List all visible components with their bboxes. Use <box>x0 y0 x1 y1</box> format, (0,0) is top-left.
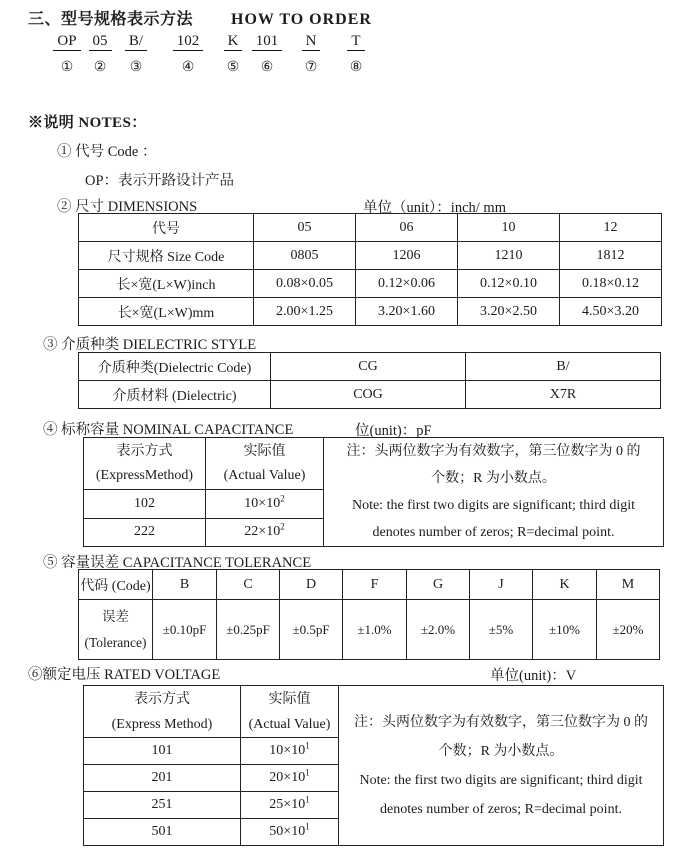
order-code-index: ⑧ <box>349 60 363 75</box>
note-line: Note: the first two digits are significant; third digit <box>359 773 643 788</box>
table-cell: 0.12×0.10 <box>458 270 560 298</box>
value-exponent: 2 <box>280 521 285 532</box>
column-header: F <box>343 570 407 600</box>
value-exponent: 1 <box>305 740 310 751</box>
table-cell: 222 <box>84 518 206 546</box>
order-code-index: ⑤ <box>226 60 240 75</box>
table-cell: 0.12×0.06 <box>356 270 458 298</box>
order-code-index: ④ <box>181 60 195 75</box>
table-cell: 102 <box>84 490 206 518</box>
column-header: D <box>280 570 343 600</box>
table-cell: ±10% <box>533 600 597 660</box>
table-cell: B/ <box>466 353 661 381</box>
table-cell: 12 <box>560 214 662 242</box>
page-title-en: HOW TO ORDER <box>231 11 372 28</box>
table-row <box>79 214 662 242</box>
table-cell <box>241 819 339 846</box>
order-code-text: OP <box>53 33 80 51</box>
header-zh: 实际值 <box>243 443 286 459</box>
header-en: (Express Method) <box>111 716 213 732</box>
table-row <box>79 381 661 409</box>
table-row <box>79 270 662 298</box>
row-label: 长×宽(L×W)inch <box>79 270 254 298</box>
table-cell: ±0.25pF <box>217 600 280 660</box>
row-label <box>79 600 153 660</box>
row-label-en: (Tolerance) <box>84 634 147 650</box>
table-cell: ±0.5pF <box>280 600 343 660</box>
table-cell: CG <box>271 353 466 381</box>
table-cell: ±1.0% <box>343 600 407 660</box>
value-exponent: 1 <box>305 821 310 832</box>
section4-unit: 位(unit)：pF <box>355 423 432 439</box>
row-label-zh: 误差 <box>102 608 129 624</box>
capacitance-table <box>83 437 664 547</box>
order-code-value <box>328 33 384 50</box>
column-header: M <box>597 570 660 600</box>
table-cell <box>206 490 324 518</box>
table-cell: 201 <box>84 765 241 792</box>
table-row <box>79 353 661 381</box>
header-en: (Actual Value) <box>223 467 306 483</box>
column-header: J <box>470 570 533 600</box>
table-cell: 3.20×1.60 <box>356 298 458 326</box>
table-row <box>79 298 662 326</box>
column-header: C <box>217 570 280 600</box>
column-header: G <box>407 570 470 600</box>
order-code-text: T <box>347 33 364 51</box>
table-cell: 1210 <box>458 242 560 270</box>
section2-label: ② 尺寸 DIMENSIONS <box>57 199 198 215</box>
section3-label: ③ 介质种类 DIELECTRIC STYLE <box>43 337 257 353</box>
row-label: 代号 <box>79 214 254 242</box>
row-label: 介质材料 (Dielectric) <box>79 381 271 409</box>
section1-label: ① 代号 Code ： <box>57 144 157 160</box>
note-line: 注：头两位数字为有效数字，第三位数字为 0 的 <box>346 444 641 459</box>
page-title-zh: 三、型号规格表示方法 <box>28 11 194 28</box>
dimensions-table <box>78 213 662 326</box>
table-row <box>84 438 664 490</box>
order-code-index: ① <box>60 60 74 75</box>
order-code-text: N <box>302 33 321 51</box>
value-base: 25×10 <box>269 797 306 812</box>
table-cell: COG <box>271 381 466 409</box>
note-line: 个数；R 为小数点。 <box>438 744 564 759</box>
value-base: 50×10 <box>269 824 306 839</box>
table-cell: ±2.0% <box>407 600 470 660</box>
order-code-text: 101 <box>252 33 283 51</box>
table-cell: 3.20×2.50 <box>458 298 560 326</box>
table-cell: ±0.10pF <box>153 600 217 660</box>
table-cell <box>241 792 339 819</box>
order-code-text: 05 <box>89 33 112 51</box>
note-cell <box>324 438 664 547</box>
table-cell: 06 <box>356 214 458 242</box>
rated-voltage-table <box>83 685 664 846</box>
column-header: B <box>153 570 217 600</box>
order-code-value <box>108 33 164 50</box>
order-code-text: K <box>224 33 243 51</box>
table-cell: 1812 <box>560 242 662 270</box>
order-code-index: ⑥ <box>260 60 274 75</box>
notes-heading: ※说明 NOTES： <box>28 115 147 131</box>
column-header <box>206 438 324 490</box>
row-label: 尺寸规格 Size Code <box>79 242 254 270</box>
order-code-text: B/ <box>125 33 147 51</box>
table-row <box>79 570 660 600</box>
table-cell: 05 <box>254 214 356 242</box>
table-cell: ±5% <box>470 600 533 660</box>
dielectric-table <box>78 352 661 409</box>
note-cell <box>339 686 664 846</box>
section6-unit: 单位(unit)：V <box>490 668 577 684</box>
header-zh: 实际值 <box>268 691 311 707</box>
table-row <box>79 242 662 270</box>
note-line: denotes number of zeros; R=decimal point. <box>380 802 622 817</box>
order-code-index: ③ <box>129 60 143 75</box>
order-code-text: 102 <box>173 33 204 51</box>
table-cell: 2.00×1.25 <box>254 298 356 326</box>
note-line: denotes number of zeros; R=decimal point. <box>372 525 615 540</box>
table-cell: 0.08×0.05 <box>254 270 356 298</box>
value-base: 10×10 <box>244 496 281 512</box>
table-row <box>84 686 664 738</box>
order-code-index: ⑦ <box>304 60 318 75</box>
value-exponent: 1 <box>305 767 310 778</box>
table-cell: 1206 <box>356 242 458 270</box>
table-cell <box>241 738 339 765</box>
row-label: 介质种类(Dielectric Code) <box>79 353 271 381</box>
header-zh: 表示方式 <box>134 691 190 707</box>
order-code-index: ② <box>93 60 107 75</box>
row-label: 长×宽(L×W)mm <box>79 298 254 326</box>
section1-detail: OP：表示开路设计产品 <box>85 173 235 189</box>
table-row <box>79 600 660 660</box>
order-code-part-3 <box>108 33 164 76</box>
table-cell: 501 <box>84 819 241 846</box>
value-base: 22×10 <box>244 524 281 540</box>
value-exponent: 1 <box>305 794 310 805</box>
value-base: 10×10 <box>269 743 306 758</box>
row-label: 代码 (Code) <box>79 570 153 600</box>
section6-label: ⑥额定电压 RATED VOLTAGE <box>28 667 221 683</box>
value-exponent: 2 <box>280 493 285 504</box>
table-cell <box>241 765 339 792</box>
note-line: Note: the first two digits are significant; third digit <box>351 498 636 513</box>
page-title <box>28 6 372 29</box>
note-line: 个数；R 为小数点。 <box>431 471 556 486</box>
table-cell: 0805 <box>254 242 356 270</box>
table-cell: X7R <box>466 381 661 409</box>
value-base: 20×10 <box>269 770 306 785</box>
table-cell <box>206 518 324 546</box>
column-header <box>241 686 339 738</box>
header-en: (ExpressMethod) <box>95 467 194 483</box>
table-cell: ±20% <box>597 600 660 660</box>
column-header <box>84 438 206 490</box>
section4-label: ④ 标称容量 NOMINAL CAPACITANCE <box>43 422 294 438</box>
section2-unit: 单位（unit）：inch/ mm <box>363 200 506 216</box>
column-header <box>84 686 241 738</box>
tolerance-table <box>78 569 660 660</box>
table-cell: 251 <box>84 792 241 819</box>
section5-label: ⑤ 容量误差 CAPACITANCE TOLERANCE <box>43 555 312 571</box>
header-zh: 表示方式 <box>116 443 173 459</box>
table-cell: 0.18×0.12 <box>560 270 662 298</box>
column-header: K <box>533 570 597 600</box>
table-cell: 10 <box>458 214 560 242</box>
note-line: 注：头两位数字为有效数字，第三位数字为 0 的 <box>354 715 648 730</box>
table-cell: 101 <box>84 738 241 765</box>
header-en: (Actual Value) <box>248 716 331 732</box>
table-cell: 4.50×3.20 <box>560 298 662 326</box>
order-code-part-8 <box>328 33 384 76</box>
